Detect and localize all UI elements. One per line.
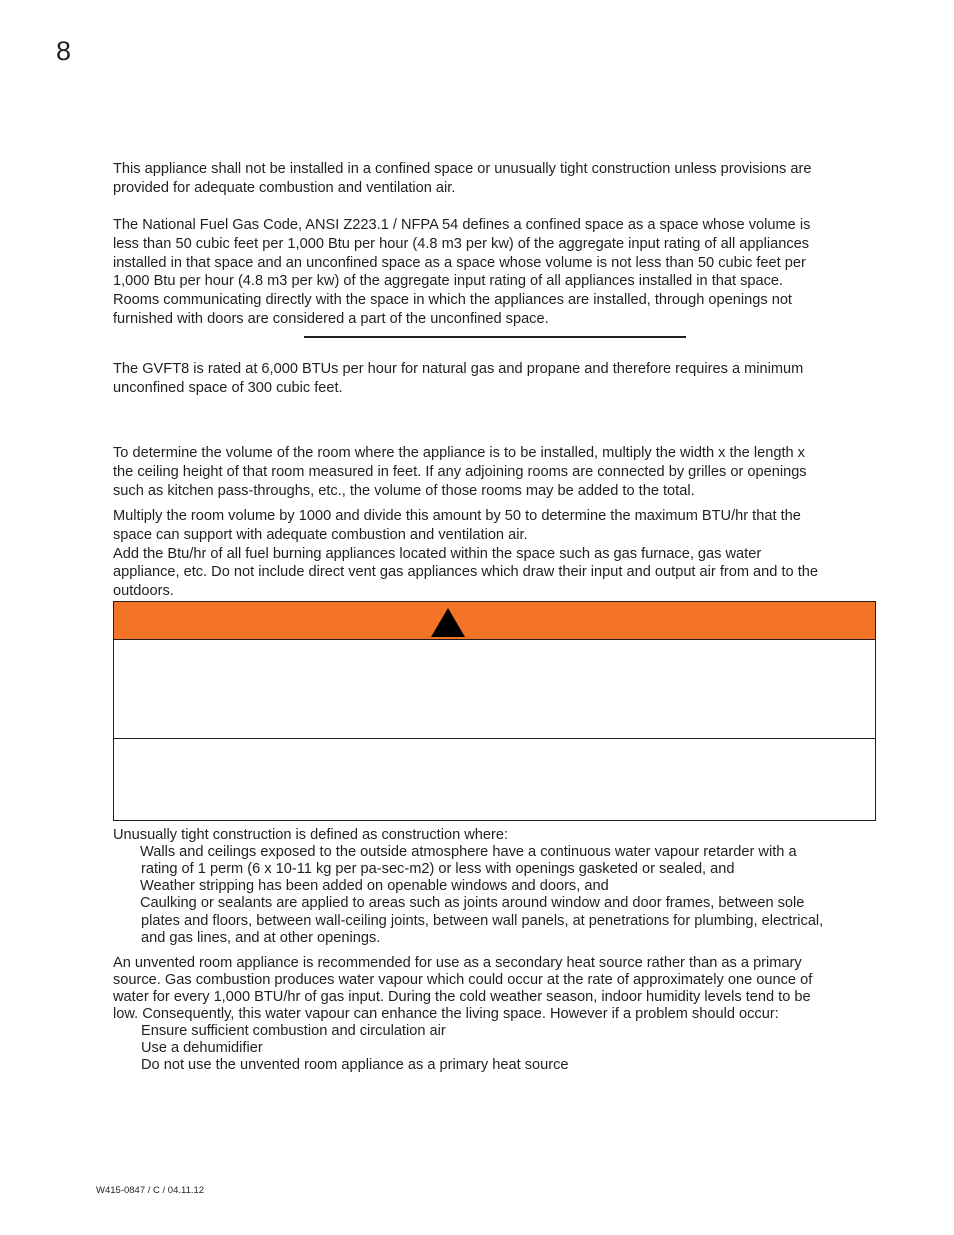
list-item: Weather stripping has been added on openable windows and doors, and: [140, 878, 609, 894]
list-item: Walls and ceilings exposed to the outside atmosphere have a continuous water vapour retarder with a: [140, 844, 797, 860]
unvented-paragraph-line: water for every 1,000 BTU/hr of gas input. During the cold weather season, indoor humidity levels tend to be: [113, 989, 811, 1005]
tight-construction-intro: Unusually tight construction is defined as construction where:: [113, 827, 509, 843]
list-item: plates and floors, between wall-ceiling joints, between wall panels, at penetrations for plumbing, electrical,: [141, 913, 824, 929]
warning-box: [113, 601, 876, 821]
warning-divider: [114, 738, 875, 739]
text-line: space can support with adequate combustion and ventilation air.: [113, 526, 528, 543]
unvented-paragraph-line: source. Gas combustion produces water vapour which could occur at the rate of approximately one ounce of: [113, 972, 813, 988]
warning-triangle-icon: [430, 607, 466, 638]
btu-paragraph: [113, 507, 883, 601]
document-code-footer: W415-0847 / C / 04.11.12: [96, 1185, 205, 1196]
list-item: Do not use the unvented room appliance as a primary heat source: [141, 1057, 569, 1073]
list-item: Use a dehumidifier: [141, 1040, 263, 1056]
text-line: appliance, etc. Do not include direct vent gas appliances which draw their input and output air from and to the: [113, 564, 818, 581]
text-line: less than 50 cubic feet per 1,000 Btu per hour (4.8 m3 per kw) of the aggregate input rating of all appliances: [113, 235, 810, 252]
rating-paragraph: [113, 360, 883, 398]
unvented-paragraph-line: An unvented room appliance is recommended for use as a secondary heat source rather than as a primary: [113, 955, 802, 971]
text-line: The GVFT8 is rated at 6,000 BTUs per hour for natural gas and propane and therefore requires a minimum: [113, 361, 804, 377]
section-divider: [304, 336, 686, 338]
text-line: Rooms communicating directly with the space in which the appliances are installed, through openings not: [113, 292, 792, 309]
page-number: 8: [56, 36, 72, 66]
text-line: outdoors.: [113, 583, 174, 600]
list-item: Ensure sufficient combustion and circulation air: [141, 1023, 446, 1039]
list-item: rating of 1 perm (6 x 10-11 kg per pa-sec-m2) or less with openings gasketed or sealed, and: [141, 861, 735, 877]
text-line: furnished with doors are considered a part of the unconfined space.: [113, 310, 549, 327]
text-line: This appliance shall not be installed in a confined space or unusually tight construction unless provisions are: [113, 161, 812, 177]
list-item: Caulking or sealants are applied to areas such as joints around window and door frames, between sole: [140, 895, 805, 911]
text-line: such as kitchen pass-throughs, etc., the volume of those rooms may be added to the total.: [113, 482, 695, 499]
text-line: The National Fuel Gas Code, ANSI Z223.1 / NFPA 54 defines a confined space as a space whose volume is: [113, 217, 811, 233]
text-line: To determine the volume of the room where the appliance is to be installed, multiply the width x the length x: [113, 445, 805, 461]
text-line: the ceiling height of that room measured in feet. If any adjoining rooms are connected by grilles or openings: [113, 463, 807, 480]
list-item: and gas lines, and at other openings.: [141, 930, 381, 946]
text-line: Add the Btu/hr of all fuel burning appliances located within the space such as gas furnace, gas water: [113, 545, 762, 562]
text-line: installed in that space and an unconfined space as a space whose volume is not less than 50 cubic feet per: [113, 254, 806, 271]
volume-paragraph: [113, 444, 883, 500]
text-line: unconfined space of 300 cubic feet.: [113, 379, 343, 396]
warning-header: [114, 602, 875, 640]
unvented-paragraph-line: low. Consequently, this water vapour can enhance the living space. However if a problem should occur:: [113, 1006, 779, 1022]
text-line: 1,000 Btu per hour (4.8 m3 per kw) of the aggregate input rating of all appliances installed in that space.: [113, 273, 784, 290]
text-line: Multiply the room volume by 1000 and divide this amount by 50 to determine the maximum BTU/hr that the: [113, 508, 801, 524]
intro-paragraph: [113, 160, 883, 198]
text-line: provided for adequate combustion and ventilation air.: [113, 179, 456, 196]
confined-space-definition: [113, 216, 883, 329]
